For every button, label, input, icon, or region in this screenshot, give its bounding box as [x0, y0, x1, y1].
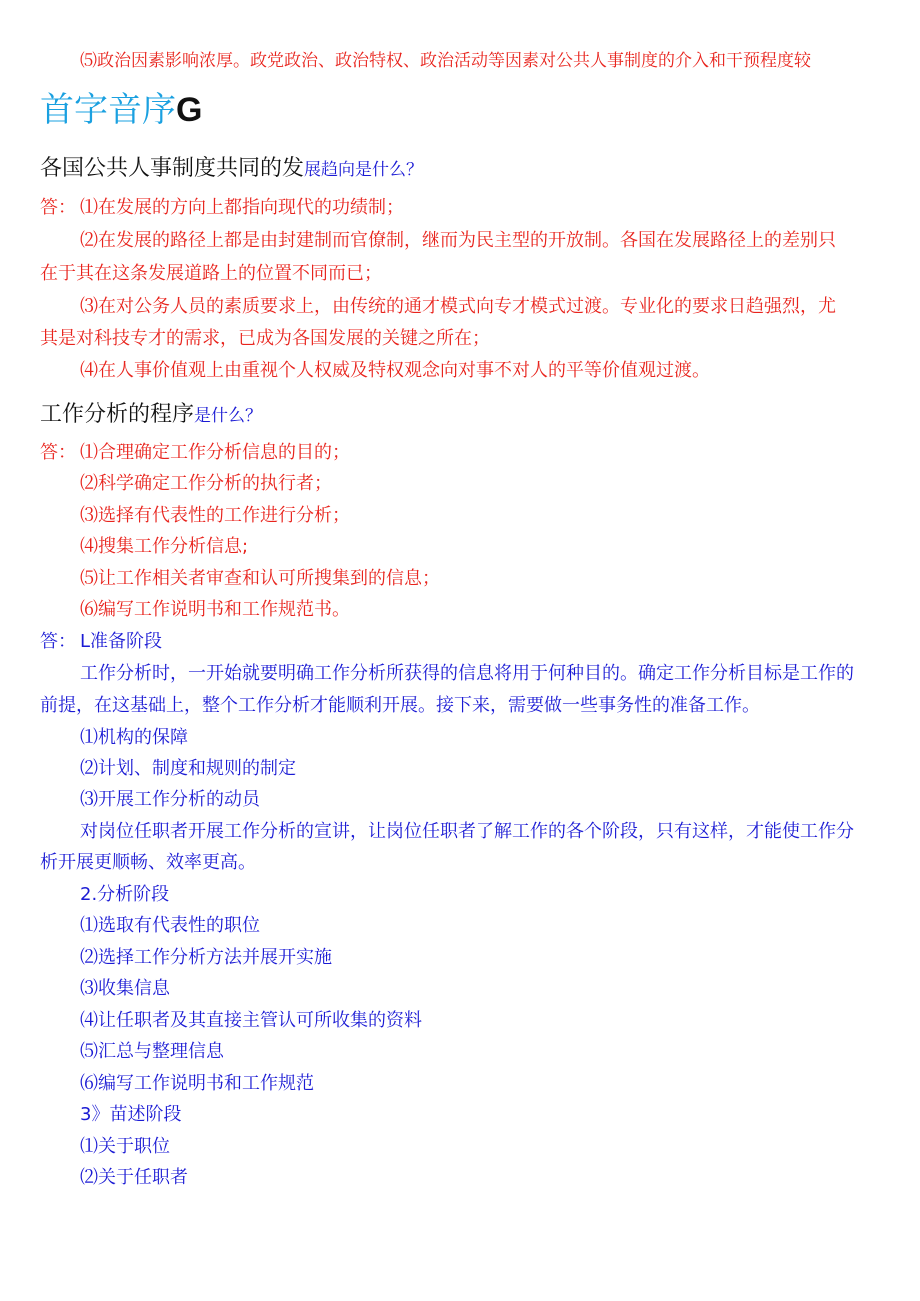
answer-1-item-2-line-1: ⑵在发展的路径上都是由封建制而官僚制，继而为民主型的开放制。各国在发展路径上的差别只 — [80, 230, 836, 251]
stage-3-item-2: ⑵关于任职者 — [80, 1167, 188, 1188]
section-heading — [40, 88, 202, 132]
question-1-title — [40, 154, 423, 185]
answer-1-item-1: ⑴在发展的方向上都指向现代的功绩制； — [80, 197, 404, 218]
answer-1-item-3-line-1: ⑶在对公务人员的素质要求上，由传统的通才模式向专才模式过渡。专业化的要求日趋强烈，尤 — [80, 296, 836, 317]
stage-3-item-1: ⑴关于职位 — [80, 1136, 170, 1157]
answer-2-item-2: ⑵科学确定工作分析的执行者； — [80, 473, 332, 494]
stage-2-heading: 2.分析阶段 — [80, 884, 170, 905]
answer-1-item-3-line-2: 其是对科技专才的需求，已成为各国发展的关键之所在； — [40, 328, 490, 349]
answer-2-item-3: ⑶选择有代表性的工作进行分析； — [80, 505, 350, 526]
answer-2-item-4: ⑷搜集工作分析信息; — [80, 536, 249, 557]
answer-1-label: 答： — [40, 197, 76, 218]
answer-2-item-6: ⑹编写工作说明书和工作规范书。 — [80, 599, 350, 620]
answer-2b-label: 答： — [40, 631, 76, 652]
intro-item-5: ⑸政治因素影响浓厚。政党政治、政治特权、政治活动等因素对公共人事制度的介入和干预程度较 — [80, 51, 811, 71]
stage-3-heading: 3》苗述阶段 — [80, 1104, 182, 1125]
answer-2-label: 答： — [40, 442, 76, 463]
stage-2-item-2: ⑵选择工作分析方法并展开实施 — [80, 947, 332, 968]
stage-2-item-5: ⑸汇总与整理信息 — [80, 1041, 224, 1062]
stage-1-paragraph-2-line-2: 析开展更顺畅、效率更高。 — [40, 852, 256, 873]
answer-1-item-4: ⑷在人事价值观上由重视个人权威及特权观念向对事不对人的平等价值观过渡。 — [80, 360, 710, 381]
question-1-title-tail: 展趋向是什么？ — [304, 160, 424, 180]
answer-2-item-5: ⑸让工作相关者审查和认可所搜集到的信息； — [80, 568, 440, 589]
stage-2-item-6: ⑹编写工作说明书和工作规范 — [80, 1073, 314, 1094]
stage-1-paragraph-line-1: 工作分析时，一开始就要明确工作分析所获得的信息将用于何种目的。确定工作分析目标是工作的 — [80, 663, 854, 684]
stage-1-item-2: ⑵计划、制度和规则的制定 — [80, 758, 296, 779]
stage-1-item-3: ⑶开展工作分析的动员 — [80, 789, 260, 810]
stage-2-item-1: ⑴选取有代表性的职位 — [80, 915, 260, 936]
answer-2-item-1: ⑴合理确定工作分析信息的目的； — [80, 442, 350, 463]
stage-1-paragraph-line-2: 前提，在这基础上，整个工作分析才能顺利开展。接下来，需要做一些事务性的准备工作。 — [40, 695, 760, 716]
stage-1-item-1: ⑴机构的保障 — [80, 727, 188, 748]
question-2-title-tail: 是什么？ — [194, 406, 263, 426]
answer-1-item-2-line-2: 在于其在这条发展道路上的位置不同而已； — [40, 263, 382, 284]
stage-1-paragraph-2-line-1: 对岗位任职者开展工作分析的宣讲，让岗位任职者了解工作的各个阶段，只有这样，才能使工作分 — [80, 821, 854, 842]
stage-1-heading: L准备阶段 — [80, 631, 163, 652]
question-2-title — [40, 400, 262, 431]
stage-2-item-3: ⑶收集信息 — [80, 978, 170, 999]
section-heading-prefix: 首字音序 — [40, 90, 176, 130]
section-heading-letter: G — [176, 91, 203, 129]
stage-2-item-4: ⑷让任职者及其直接主管认可所收集的资料 — [80, 1010, 422, 1031]
question-2-title-main: 工作分析的程序 — [40, 402, 195, 427]
question-1-title-main: 各国公共人事制度共同的发 — [40, 156, 305, 181]
